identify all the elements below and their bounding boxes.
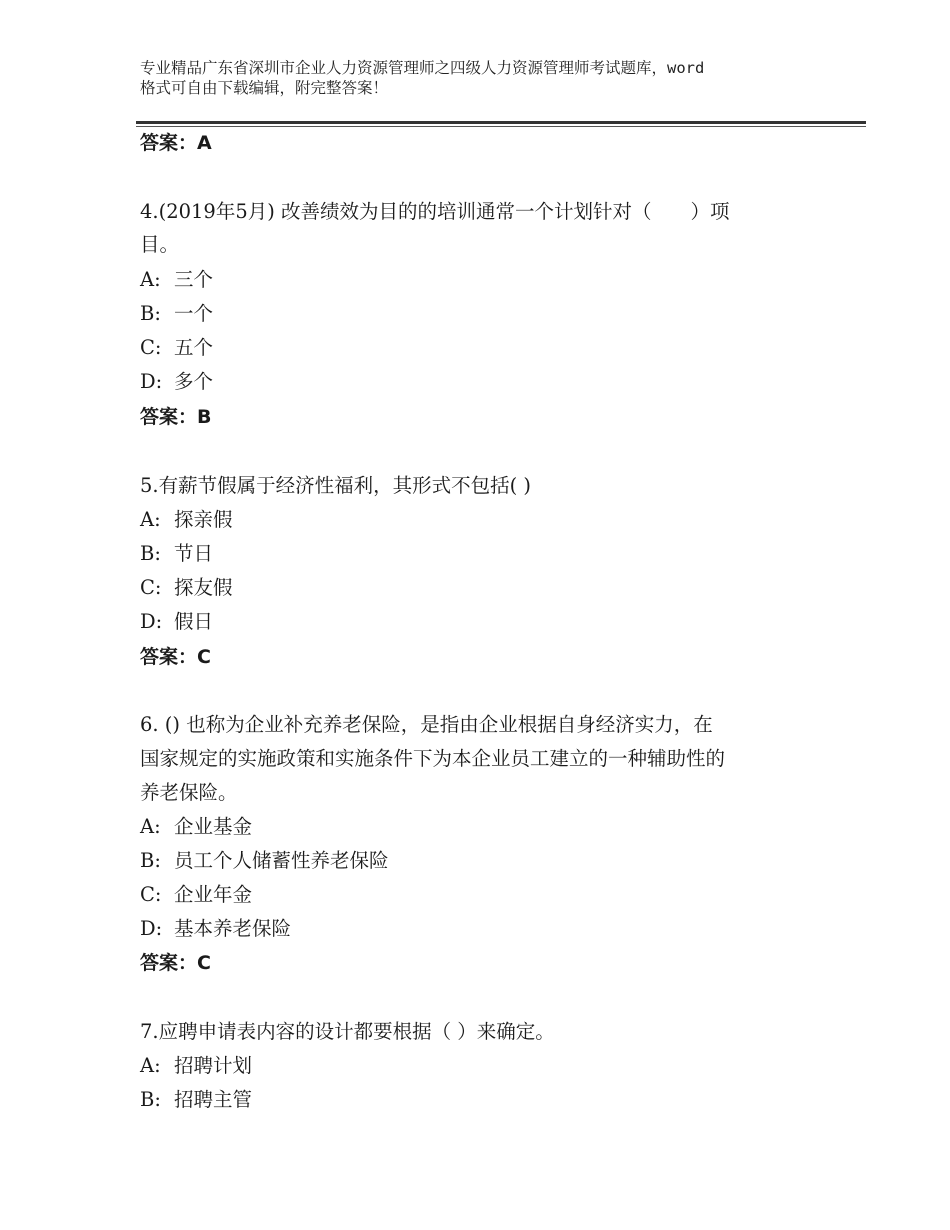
option-b bbox=[140, 302, 213, 326]
option-key: A: bbox=[140, 508, 161, 531]
option-text: 企业年金 bbox=[174, 883, 253, 906]
option-b bbox=[140, 1088, 252, 1112]
header-divider-thick bbox=[136, 121, 866, 124]
header-line-2: 格式可自由下载编辑，附完整答案！ bbox=[140, 79, 389, 97]
question-text: 目。 bbox=[140, 233, 180, 256]
option-text: 探亲假 bbox=[174, 508, 233, 531]
option-text: 企业基金 bbox=[174, 815, 253, 838]
option-text: 一个 bbox=[174, 302, 214, 325]
question-text: 5.有薪节假属于经济性福利，其形式不包括( ) bbox=[140, 474, 532, 497]
option-b bbox=[140, 542, 213, 566]
option-text: 五个 bbox=[174, 336, 214, 359]
question-text: 7.应聘申请表内容的设计都要根据（ ）来确定。 bbox=[140, 1020, 555, 1043]
option-key: A: bbox=[140, 815, 161, 838]
option-c bbox=[140, 336, 213, 360]
option-c bbox=[140, 883, 252, 907]
option-key: D: bbox=[140, 917, 163, 940]
header-divider-thin bbox=[136, 126, 866, 127]
option-text: 节日 bbox=[174, 542, 214, 565]
option-a bbox=[140, 268, 213, 292]
option-text: 假日 bbox=[174, 610, 214, 633]
option-key: B: bbox=[140, 849, 161, 872]
option-d bbox=[140, 917, 291, 941]
option-key: D: bbox=[140, 370, 163, 393]
option-c bbox=[140, 576, 233, 600]
option-key: C: bbox=[140, 336, 162, 359]
option-key: A: bbox=[140, 268, 161, 291]
option-text: 基本养老保险 bbox=[174, 917, 292, 940]
option-a bbox=[140, 1054, 252, 1078]
option-a bbox=[140, 508, 233, 532]
option-key: C: bbox=[140, 576, 162, 599]
option-text: 三个 bbox=[174, 268, 214, 291]
option-key: B: bbox=[140, 1088, 161, 1111]
answer: 答案：C bbox=[140, 646, 211, 668]
option-key: C: bbox=[140, 883, 162, 906]
question-text: 6. () 也称为企业补充养老保险，是指由企业根据自身经济实力，在 bbox=[140, 713, 713, 736]
option-text: 员工个人储蓄性养老保险 bbox=[174, 849, 389, 872]
answer: 答案：C bbox=[140, 952, 211, 974]
answer: 答案：B bbox=[140, 406, 212, 428]
option-text: 多个 bbox=[174, 370, 214, 393]
header-line-1: 专业精品广东省深圳市企业人力资源管理师之四级人力资源管理师考试题库，word bbox=[140, 59, 705, 77]
answer-previous: 答案：A bbox=[140, 132, 212, 154]
question-text: 国家规定的实施政策和实施条件下为本企业员工建立的一种辅助性的 bbox=[140, 747, 726, 770]
option-text: 招聘主管 bbox=[174, 1088, 253, 1111]
option-text: 招聘计划 bbox=[174, 1054, 253, 1077]
option-key: A: bbox=[140, 1054, 161, 1077]
option-key: B: bbox=[140, 302, 161, 325]
document-header bbox=[140, 58, 830, 98]
option-key: B: bbox=[140, 542, 161, 565]
option-key: D: bbox=[140, 610, 163, 633]
question-text: 养老保险。 bbox=[140, 781, 238, 804]
question-text: 4.(2019年5月) 改善绩效为目的的培训通常一个计划针对（ ）项 bbox=[140, 200, 730, 223]
option-d bbox=[140, 370, 213, 394]
option-d bbox=[140, 610, 213, 634]
option-b bbox=[140, 849, 389, 873]
option-text: 探友假 bbox=[174, 576, 233, 599]
option-a bbox=[140, 815, 252, 839]
